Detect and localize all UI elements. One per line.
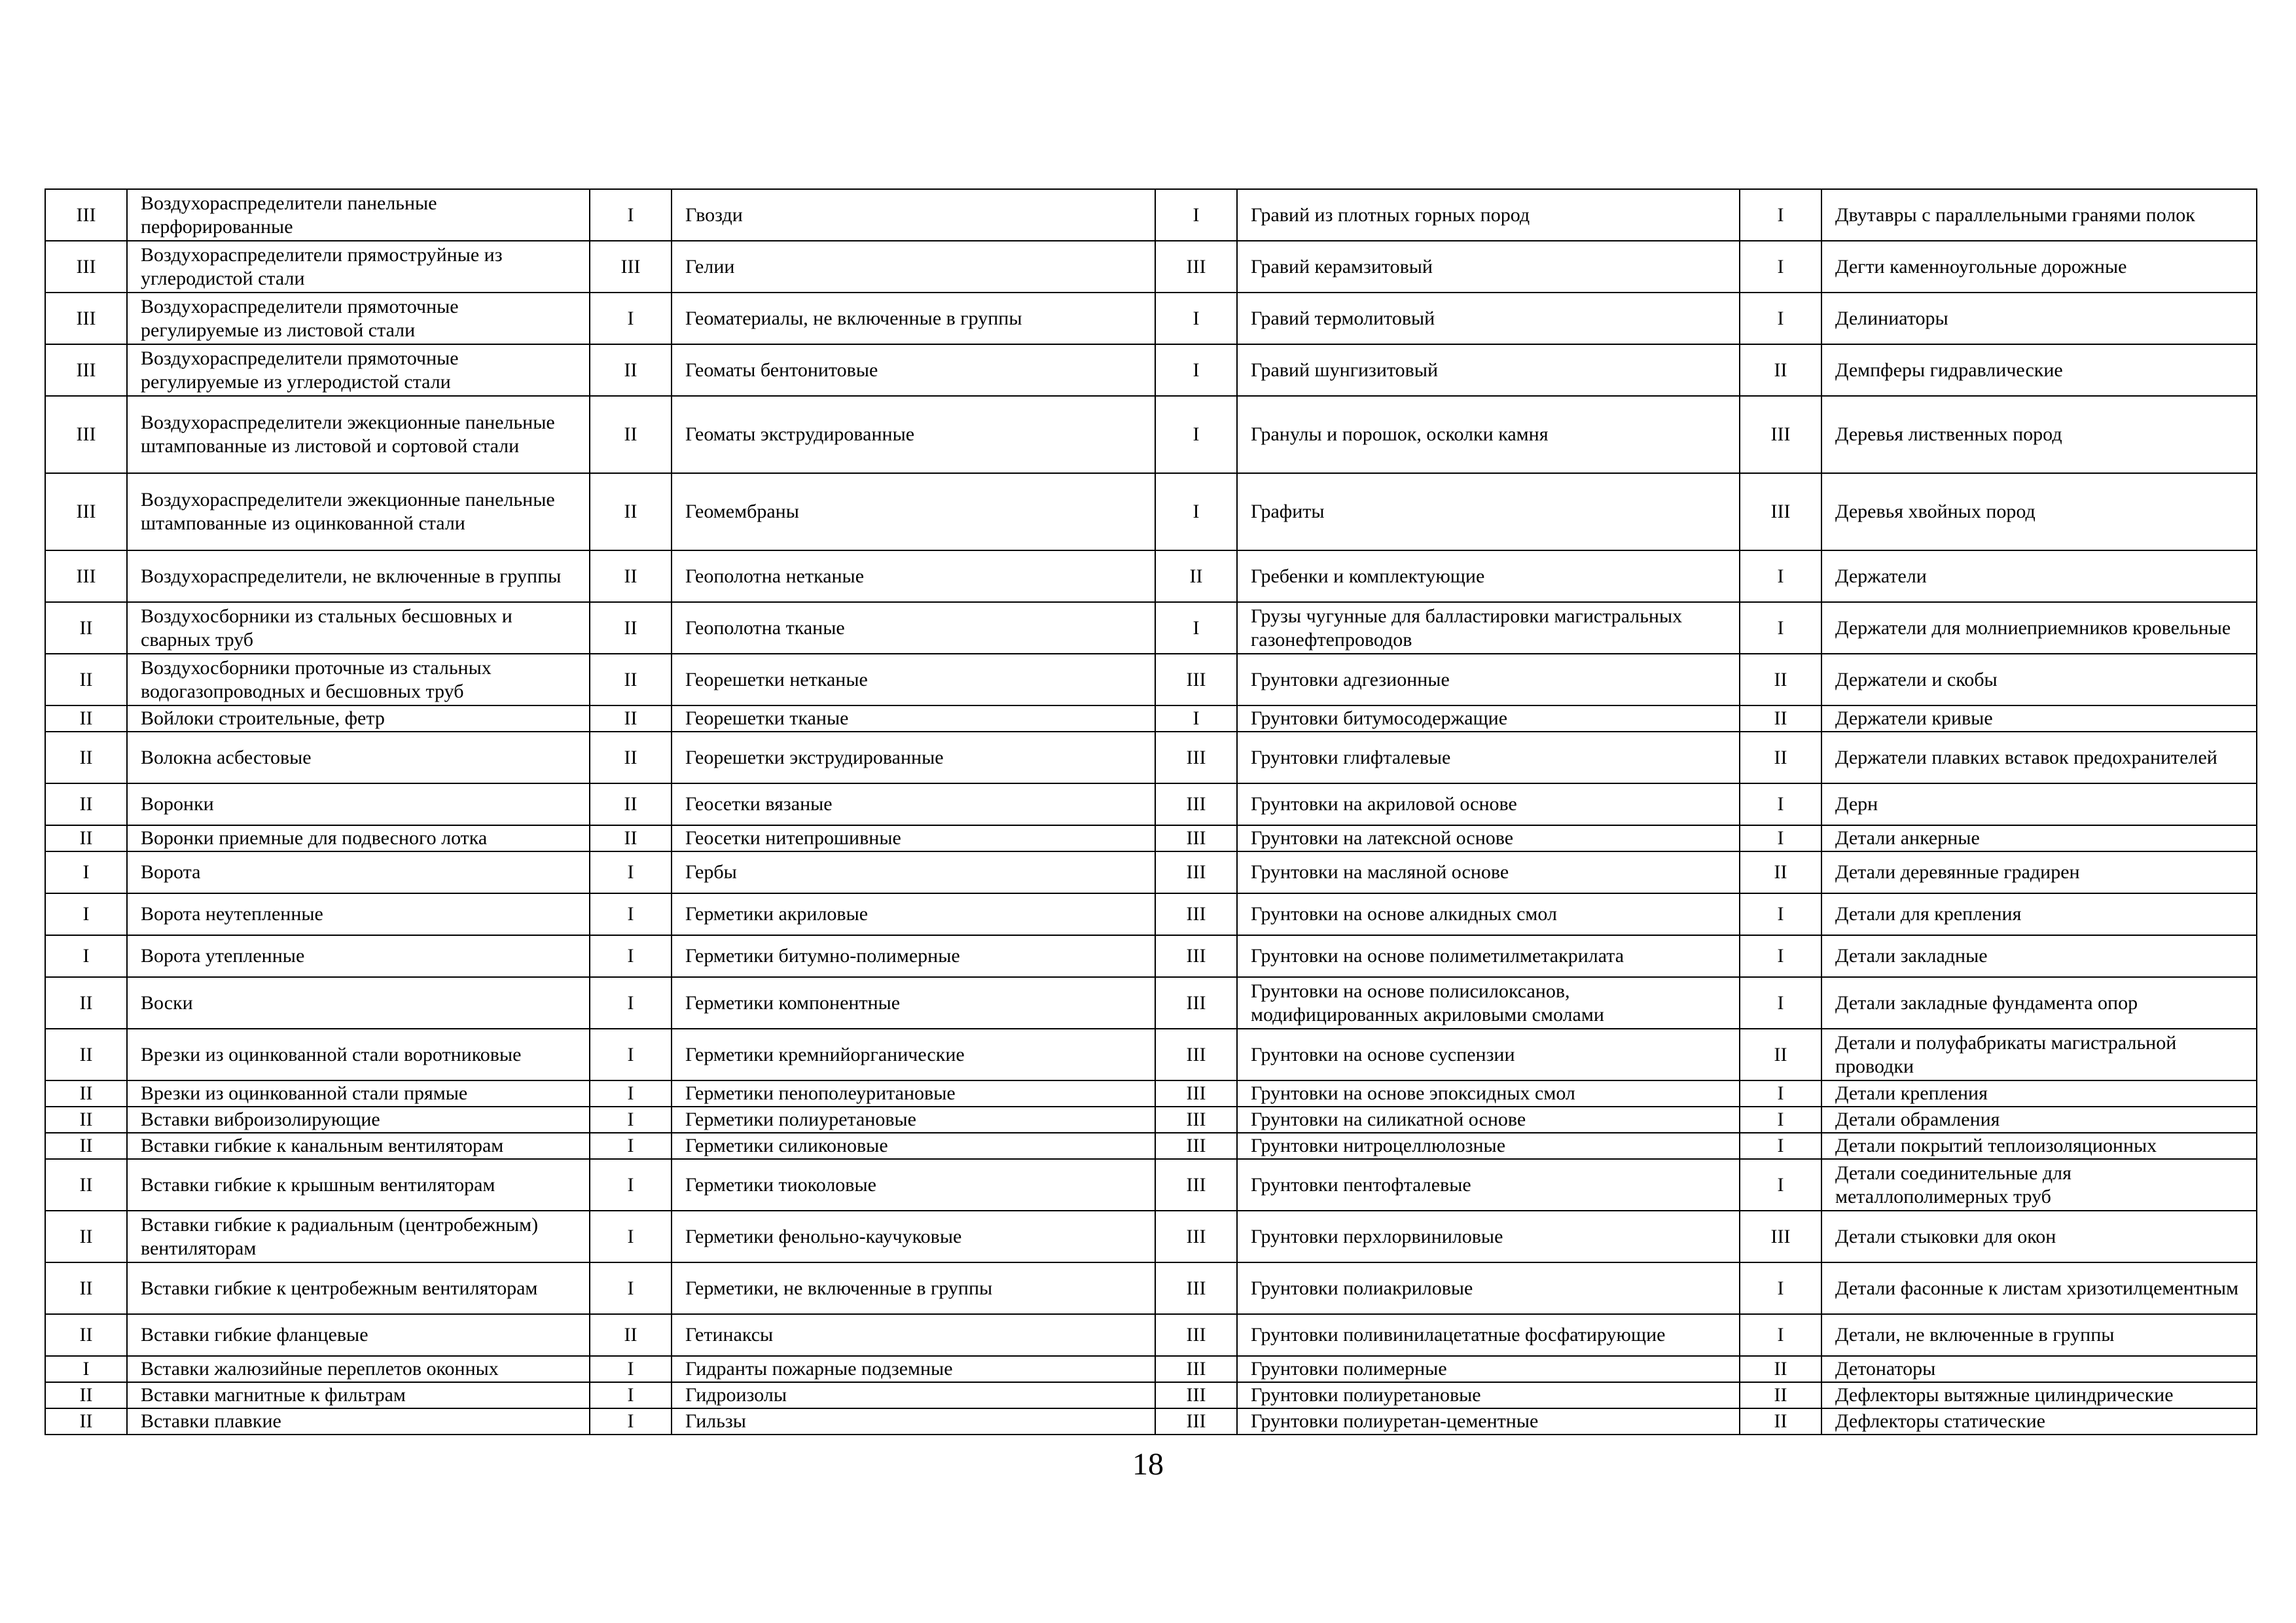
material-name-cell-name-4: Детали закладные: [1821, 935, 2257, 977]
material-name-cell-name-3: Грунтовки перхлорвиниловые: [1237, 1211, 1740, 1262]
material-name-cell-name-2: Герметики тиоколовые: [672, 1159, 1155, 1211]
material-name-cell-name-1: Вставки гибкие фланцевые: [127, 1314, 590, 1356]
hazard-class-cell-class-3: III: [1155, 654, 1237, 705]
material-name-cell-name-2: Геополотна тканые: [672, 602, 1155, 654]
table-row: [45, 396, 2257, 473]
hazard-class-cell-class-2: I: [590, 293, 672, 344]
material-name-cell-name-2: Гербы: [672, 851, 1155, 893]
hazard-class-cell-class-2: I: [590, 977, 672, 1029]
material-name-cell-name-3: Грунтовки поливинилацетатные фосфатирующие: [1237, 1314, 1740, 1356]
table-row: [45, 602, 2257, 654]
material-name-cell-name-3: Графиты: [1237, 473, 1740, 550]
material-name-cell-name-1: Вставки гибкие к радиальным (центробежным) вентиляторам: [127, 1211, 590, 1262]
material-name-cell-name-3: Гравий шунгизитовый: [1237, 344, 1740, 396]
table-row: [45, 1159, 2257, 1211]
table-row: [45, 825, 2257, 851]
hazard-class-cell-class-2: II: [590, 1314, 672, 1356]
material-name-cell-name-4: Детали анкерные: [1821, 825, 2257, 851]
material-name-cell-name-1: Воздухосборники из стальных бесшовных и сварных труб: [127, 602, 590, 654]
material-name-cell-name-2: Гильзы: [672, 1408, 1155, 1435]
material-name-cell-name-4: Дегти каменноугольные дорожные: [1821, 241, 2257, 293]
material-name-cell-name-4: Дефлекторы вытяжные цилиндрические: [1821, 1382, 2257, 1408]
material-name-cell-name-2: Георешетки экструдированные: [672, 732, 1155, 783]
hazard-class-cell-class-1: I: [45, 1356, 127, 1382]
hazard-class-cell-class-4: II: [1740, 1408, 1821, 1435]
hazard-class-cell-class-1: I: [45, 893, 127, 935]
hazard-class-cell-class-3: III: [1155, 1262, 1237, 1314]
hazard-class-cell-class-1: III: [45, 241, 127, 293]
material-name-cell-name-3: Грунтовки пентофталевые: [1237, 1159, 1740, 1211]
material-name-cell-name-3: Грунтовки на основе суспензии: [1237, 1029, 1740, 1080]
hazard-class-cell-class-4: I: [1740, 977, 1821, 1029]
table-row: [45, 189, 2257, 241]
material-name-cell-name-1: Воздухораспределители прямоструйные из углеродистой стали: [127, 241, 590, 293]
hazard-class-cell-class-2: II: [590, 705, 672, 732]
hazard-class-cell-class-4: I: [1740, 241, 1821, 293]
hazard-class-cell-class-4: III: [1740, 396, 1821, 473]
hazard-class-cell-class-1: II: [45, 783, 127, 825]
hazard-class-cell-class-2: III: [590, 241, 672, 293]
hazard-class-cell-class-3: I: [1155, 396, 1237, 473]
material-name-cell-name-4: Детали, не включенные в группы: [1821, 1314, 2257, 1356]
material-name-cell-name-4: Детали крепления: [1821, 1080, 2257, 1107]
material-name-cell-name-4: Детонаторы: [1821, 1356, 2257, 1382]
hazard-class-cell-class-1: I: [45, 851, 127, 893]
material-name-cell-name-1: Вставки гибкие к центробежным вентиляторам: [127, 1262, 590, 1314]
material-name-cell-name-2: Геосетки нитепрошивные: [672, 825, 1155, 851]
table-row: [45, 783, 2257, 825]
hazard-class-cell-class-4: II: [1740, 654, 1821, 705]
hazard-class-cell-class-2: I: [590, 1262, 672, 1314]
hazard-class-cell-class-1: II: [45, 1159, 127, 1211]
hazard-class-cell-class-2: I: [590, 1107, 672, 1133]
hazard-class-cell-class-3: III: [1155, 935, 1237, 977]
hazard-class-cell-class-2: II: [590, 732, 672, 783]
material-name-cell-name-3: Грунтовки на латексной основе: [1237, 825, 1740, 851]
hazard-class-cell-class-1: II: [45, 705, 127, 732]
material-name-cell-name-3: Грунтовки адгезионные: [1237, 654, 1740, 705]
material-name-cell-name-4: Держатели и скобы: [1821, 654, 2257, 705]
material-name-cell-name-1: Воронки приемные для подвесного лотка: [127, 825, 590, 851]
material-name-cell-name-1: Вставки жалюзийные переплетов оконных: [127, 1356, 590, 1382]
material-name-cell-name-2: Герметики фенольно-каучуковые: [672, 1211, 1155, 1262]
material-name-cell-name-1: Ворота утепленные: [127, 935, 590, 977]
hazard-class-cell-class-4: I: [1740, 1080, 1821, 1107]
hazard-class-cell-class-1: II: [45, 1107, 127, 1133]
hazard-class-cell-class-4: I: [1740, 935, 1821, 977]
material-name-cell-name-1: Воздухораспределители панельные перфорированные: [127, 189, 590, 241]
hazard-class-cell-class-1: III: [45, 344, 127, 396]
material-name-cell-name-4: Демпферы гидравлические: [1821, 344, 2257, 396]
table-body: [45, 189, 2257, 1435]
table-row: [45, 1107, 2257, 1133]
material-name-cell-name-4: Детали обрамления: [1821, 1107, 2257, 1133]
hazard-class-cell-class-2: I: [590, 851, 672, 893]
hazard-class-cell-class-2: I: [590, 1211, 672, 1262]
material-name-cell-name-4: Детали закладные фундамента опор: [1821, 977, 2257, 1029]
table-row: [45, 473, 2257, 550]
hazard-class-cell-class-3: III: [1155, 893, 1237, 935]
material-name-cell-name-2: Герметики битумно-полимерные: [672, 935, 1155, 977]
material-name-cell-name-1: Вставки гибкие к крышным вентиляторам: [127, 1159, 590, 1211]
table-row: [45, 1133, 2257, 1159]
material-name-cell-name-2: Геоматы экструдированные: [672, 396, 1155, 473]
hazard-class-cell-class-1: II: [45, 1211, 127, 1262]
hazard-class-cell-class-2: I: [590, 1382, 672, 1408]
hazard-class-cell-class-2: I: [590, 1133, 672, 1159]
material-name-cell-name-4: Детали покрытий теплоизоляционных: [1821, 1133, 2257, 1159]
material-name-cell-name-3: Грунтовки полиуретановые: [1237, 1382, 1740, 1408]
material-name-cell-name-2: Гелии: [672, 241, 1155, 293]
hazard-class-cell-class-1: II: [45, 1408, 127, 1435]
material-name-cell-name-4: Дерн: [1821, 783, 2257, 825]
table-row: [45, 293, 2257, 344]
material-name-cell-name-4: Дефлекторы статические: [1821, 1408, 2257, 1435]
hazard-class-cell-class-2: II: [590, 783, 672, 825]
material-name-cell-name-3: Гравий термолитовый: [1237, 293, 1740, 344]
hazard-class-cell-class-3: III: [1155, 1159, 1237, 1211]
hazard-class-cell-class-4: II: [1740, 851, 1821, 893]
material-name-cell-name-2: Геоматериалы, не включенные в группы: [672, 293, 1155, 344]
hazard-class-cell-class-3: III: [1155, 1107, 1237, 1133]
material-name-cell-name-3: Грунтовки на основе полиметилметакрилата: [1237, 935, 1740, 977]
material-name-cell-name-3: Грунтовки на основе алкидных смол: [1237, 893, 1740, 935]
hazard-class-cell-class-2: I: [590, 935, 672, 977]
material-name-cell-name-4: Детали стыковки для окон: [1821, 1211, 2257, 1262]
hazard-class-cell-class-4: II: [1740, 344, 1821, 396]
material-name-cell-name-4: Двутавры с параллельными гранями полок: [1821, 189, 2257, 241]
table-row: [45, 1211, 2257, 1262]
material-name-cell-name-2: Геосетки вязаные: [672, 783, 1155, 825]
hazard-class-cell-class-1: III: [45, 396, 127, 473]
material-name-cell-name-1: Ворота неутепленные: [127, 893, 590, 935]
hazard-class-cell-class-1: II: [45, 602, 127, 654]
materials-table: [45, 188, 2257, 1435]
table-row: [45, 851, 2257, 893]
hazard-class-cell-class-2: I: [590, 1356, 672, 1382]
hazard-class-cell-class-4: I: [1740, 893, 1821, 935]
hazard-class-cell-class-3: III: [1155, 241, 1237, 293]
material-name-cell-name-1: Воски: [127, 977, 590, 1029]
material-name-cell-name-2: Герметики полиуретановые: [672, 1107, 1155, 1133]
table-row: [45, 705, 2257, 732]
hazard-class-cell-class-2: I: [590, 189, 672, 241]
hazard-class-cell-class-4: II: [1740, 705, 1821, 732]
material-name-cell-name-4: Делиниаторы: [1821, 293, 2257, 344]
hazard-class-cell-class-4: II: [1740, 732, 1821, 783]
hazard-class-cell-class-4: I: [1740, 825, 1821, 851]
material-name-cell-name-1: Воздухосборники проточные из стальных водогазопроводных и бесшовных труб: [127, 654, 590, 705]
hazard-class-cell-class-4: II: [1740, 1356, 1821, 1382]
hazard-class-cell-class-1: II: [45, 1262, 127, 1314]
table-row: [45, 1382, 2257, 1408]
material-name-cell-name-3: Грунтовки на основе полисилоксанов, модифицированных акриловыми смолами: [1237, 977, 1740, 1029]
material-name-cell-name-3: Гравий из плотных горных пород: [1237, 189, 1740, 241]
hazard-class-cell-class-3: III: [1155, 1211, 1237, 1262]
material-name-cell-name-2: Георешетки тканые: [672, 705, 1155, 732]
material-name-cell-name-1: Воздухораспределители прямоточные регулируемые из углеродистой стали: [127, 344, 590, 396]
material-name-cell-name-2: Гидранты пожарные подземные: [672, 1356, 1155, 1382]
material-name-cell-name-3: Гравий керамзитовый: [1237, 241, 1740, 293]
hazard-class-cell-class-3: III: [1155, 1080, 1237, 1107]
material-name-cell-name-3: Грунтовки глифталевые: [1237, 732, 1740, 783]
hazard-class-cell-class-3: III: [1155, 977, 1237, 1029]
hazard-class-cell-class-3: I: [1155, 602, 1237, 654]
material-name-cell-name-1: Вставки виброизолирующие: [127, 1107, 590, 1133]
material-name-cell-name-3: Грунтовки на акриловой основе: [1237, 783, 1740, 825]
page-number: 18: [1132, 1447, 1164, 1482]
hazard-class-cell-class-1: III: [45, 550, 127, 602]
material-name-cell-name-3: Грунтовки на основе эпоксидных смол: [1237, 1080, 1740, 1107]
hazard-class-cell-class-2: II: [590, 396, 672, 473]
material-name-cell-name-2: Геоматы бентонитовые: [672, 344, 1155, 396]
material-name-cell-name-2: Герметики силиконовые: [672, 1133, 1155, 1159]
hazard-class-cell-class-1: II: [45, 1314, 127, 1356]
material-name-cell-name-3: Грунтовки на силикатной основе: [1237, 1107, 1740, 1133]
hazard-class-cell-class-4: I: [1740, 1133, 1821, 1159]
material-name-cell-name-4: Детали и полуфабрикаты магистральной проводки: [1821, 1029, 2257, 1080]
hazard-class-cell-class-1: III: [45, 189, 127, 241]
hazard-class-cell-class-3: III: [1155, 1314, 1237, 1356]
material-name-cell-name-2: Геополотна нетканые: [672, 550, 1155, 602]
material-name-cell-name-2: Герметики кремнийорганические: [672, 1029, 1155, 1080]
material-name-cell-name-1: Воздухораспределители эжекционные панельные штампованные из оцинкованной стали: [127, 473, 590, 550]
hazard-class-cell-class-1: I: [45, 935, 127, 977]
hazard-class-cell-class-4: III: [1740, 473, 1821, 550]
table-row: [45, 893, 2257, 935]
hazard-class-cell-class-4: I: [1740, 1159, 1821, 1211]
material-name-cell-name-2: Геомембраны: [672, 473, 1155, 550]
table-row: [45, 1080, 2257, 1107]
hazard-class-cell-class-3: III: [1155, 851, 1237, 893]
hazard-class-cell-class-1: II: [45, 1029, 127, 1080]
table-row: [45, 654, 2257, 705]
material-name-cell-name-1: Врезки из оцинкованной стали прямые: [127, 1080, 590, 1107]
table-row: [45, 1408, 2257, 1435]
table-row: [45, 732, 2257, 783]
material-name-cell-name-1: Вставки плавкие: [127, 1408, 590, 1435]
table-row: [45, 344, 2257, 396]
material-name-cell-name-1: Вставки магнитные к фильтрам: [127, 1382, 590, 1408]
hazard-class-cell-class-4: I: [1740, 1107, 1821, 1133]
material-name-cell-name-2: Гетинаксы: [672, 1314, 1155, 1356]
hazard-class-cell-class-3: III: [1155, 825, 1237, 851]
hazard-class-cell-class-3: I: [1155, 189, 1237, 241]
material-name-cell-name-2: Герметики, не включенные в группы: [672, 1262, 1155, 1314]
hazard-class-cell-class-2: II: [590, 602, 672, 654]
material-name-cell-name-4: Держатели: [1821, 550, 2257, 602]
hazard-class-cell-class-2: II: [590, 550, 672, 602]
hazard-class-cell-class-3: III: [1155, 783, 1237, 825]
hazard-class-cell-class-3: III: [1155, 1029, 1237, 1080]
hazard-class-cell-class-1: II: [45, 1133, 127, 1159]
hazard-class-cell-class-2: I: [590, 1408, 672, 1435]
hazard-class-cell-class-4: I: [1740, 1262, 1821, 1314]
table-row: [45, 1356, 2257, 1382]
material-name-cell-name-2: Герметики пенополеуритановые: [672, 1080, 1155, 1107]
hazard-class-cell-class-2: I: [590, 1159, 672, 1211]
hazard-class-cell-class-3: III: [1155, 1356, 1237, 1382]
material-name-cell-name-1: Войлоки строительные, фетр: [127, 705, 590, 732]
table-row: [45, 1314, 2257, 1356]
hazard-class-cell-class-3: I: [1155, 473, 1237, 550]
material-name-cell-name-2: Гидроизолы: [672, 1382, 1155, 1408]
hazard-class-cell-class-1: II: [45, 825, 127, 851]
hazard-class-cell-class-3: I: [1155, 344, 1237, 396]
material-name-cell-name-1: Воронки: [127, 783, 590, 825]
material-name-cell-name-4: Детали для крепления: [1821, 893, 2257, 935]
material-name-cell-name-1: Воздухораспределители эжекционные панельные штампованные из листовой и сортовой стали: [127, 396, 590, 473]
material-name-cell-name-3: Грунтовки полиакриловые: [1237, 1262, 1740, 1314]
hazard-class-cell-class-2: II: [590, 473, 672, 550]
hazard-class-cell-class-4: I: [1740, 783, 1821, 825]
hazard-class-cell-class-4: II: [1740, 1382, 1821, 1408]
hazard-class-cell-class-3: III: [1155, 1382, 1237, 1408]
table-row: [45, 1262, 2257, 1314]
material-name-cell-name-1: Волокна асбестовые: [127, 732, 590, 783]
table-row: [45, 241, 2257, 293]
material-name-cell-name-3: Грунтовки на масляной основе: [1237, 851, 1740, 893]
hazard-class-cell-class-4: I: [1740, 550, 1821, 602]
material-name-cell-name-3: Гранулы и порошок, осколки камня: [1237, 396, 1740, 473]
hazard-class-cell-class-3: III: [1155, 1133, 1237, 1159]
hazard-class-cell-class-1: II: [45, 1080, 127, 1107]
hazard-class-cell-class-4: I: [1740, 602, 1821, 654]
hazard-class-cell-class-1: II: [45, 654, 127, 705]
hazard-class-cell-class-1: II: [45, 1382, 127, 1408]
material-name-cell-name-1: Воздухораспределители, не включенные в группы: [127, 550, 590, 602]
material-name-cell-name-2: Герметики акриловые: [672, 893, 1155, 935]
material-name-cell-name-1: Воздухораспределители прямоточные регулируемые из листовой стали: [127, 293, 590, 344]
hazard-class-cell-class-3: II: [1155, 550, 1237, 602]
hazard-class-cell-class-4: I: [1740, 293, 1821, 344]
material-name-cell-name-3: Грузы чугунные для балластировки магистральных газонефтепроводов: [1237, 602, 1740, 654]
material-name-cell-name-3: Грунтовки битумосодержащие: [1237, 705, 1740, 732]
material-name-cell-name-1: Ворота: [127, 851, 590, 893]
material-name-cell-name-1: Вставки гибкие к канальным вентиляторам: [127, 1133, 590, 1159]
material-name-cell-name-4: Держатели плавких вставок предохранителей: [1821, 732, 2257, 783]
material-name-cell-name-3: Гребенки и комплектующие: [1237, 550, 1740, 602]
hazard-class-cell-class-3: III: [1155, 1408, 1237, 1435]
hazard-class-cell-class-2: II: [590, 654, 672, 705]
material-name-cell-name-2: Георешетки нетканые: [672, 654, 1155, 705]
hazard-class-cell-class-4: II: [1740, 1029, 1821, 1080]
table-row: [45, 977, 2257, 1029]
hazard-class-cell-class-3: III: [1155, 732, 1237, 783]
material-name-cell-name-4: Детали фасонные к листам хризотилцементным: [1821, 1262, 2257, 1314]
hazard-class-cell-class-2: II: [590, 344, 672, 396]
material-name-cell-name-4: Детали соединительные для металлополимерных труб: [1821, 1159, 2257, 1211]
material-name-cell-name-1: Врезки из оцинкованной стали воротниковые: [127, 1029, 590, 1080]
table-row: [45, 550, 2257, 602]
hazard-class-cell-class-1: III: [45, 293, 127, 344]
material-name-cell-name-4: Детали деревянные градирен: [1821, 851, 2257, 893]
material-name-cell-name-3: Грунтовки нитроцеллюлозные: [1237, 1133, 1740, 1159]
hazard-class-cell-class-2: II: [590, 825, 672, 851]
material-name-cell-name-4: Деревья лиственных пород: [1821, 396, 2257, 473]
material-name-cell-name-3: Грунтовки полиуретан-цементные: [1237, 1408, 1740, 1435]
hazard-class-cell-class-2: I: [590, 1080, 672, 1107]
hazard-class-cell-class-2: I: [590, 893, 672, 935]
hazard-class-cell-class-4: I: [1740, 189, 1821, 241]
hazard-class-cell-class-3: I: [1155, 293, 1237, 344]
hazard-class-cell-class-3: I: [1155, 705, 1237, 732]
material-name-cell-name-2: Гвозди: [672, 189, 1155, 241]
table-row: [45, 1029, 2257, 1080]
hazard-class-cell-class-4: I: [1740, 1314, 1821, 1356]
material-name-cell-name-3: Грунтовки полимерные: [1237, 1356, 1740, 1382]
hazard-class-cell-class-1: III: [45, 473, 127, 550]
material-name-cell-name-2: Герметики компонентные: [672, 977, 1155, 1029]
hazard-class-cell-class-2: I: [590, 1029, 672, 1080]
table-row: [45, 935, 2257, 977]
material-name-cell-name-4: Держатели кривые: [1821, 705, 2257, 732]
material-name-cell-name-4: Деревья хвойных пород: [1821, 473, 2257, 550]
material-name-cell-name-4: Держатели для молниеприемников кровельные: [1821, 602, 2257, 654]
hazard-class-cell-class-1: II: [45, 977, 127, 1029]
hazard-class-cell-class-4: III: [1740, 1211, 1821, 1262]
hazard-class-cell-class-1: II: [45, 732, 127, 783]
